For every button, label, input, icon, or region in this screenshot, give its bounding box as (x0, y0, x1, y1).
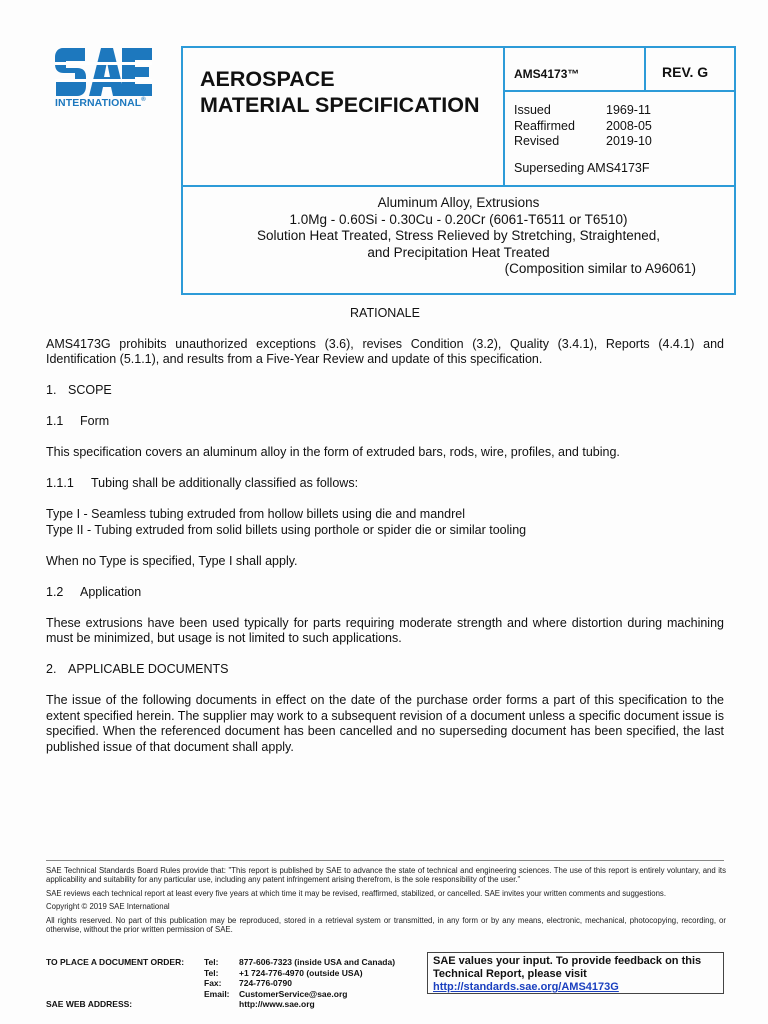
type-1-definition: Type I - Seamless tubing extruded from hollow billets using die and mandrel (46, 507, 465, 521)
date-row-issued: Issued 1969-11 (514, 103, 651, 117)
contact-row: TO PLACE A DOCUMENT ORDER: Tel: 877-606-7323 (inside USA and Canada) (46, 957, 396, 967)
email-link[interactable]: CustomerService@sae.org (239, 988, 348, 999)
logo-subtitle: INTERNATIONAL® (55, 97, 146, 109)
rationale-heading: RATIONALE (350, 306, 420, 320)
contact-row: Tel: +1 724-776-4970 (outside USA) (204, 967, 363, 978)
spec-type-title: AEROSPACE MATERIAL SPECIFICATION (200, 67, 480, 117)
review-policy: SAE reviews each technical report at least every five years at which time it may be revised, reaffirmed, stabilized, or cancelled. SAE invites your written comments and suggestions. (46, 888, 666, 898)
feedback-link[interactable]: http://standards.sae.org/AMS4173G (433, 981, 619, 993)
contact-row: Email: CustomerService@sae.org (204, 988, 348, 999)
composition-note: (Composition similar to A96061) (504, 261, 696, 277)
section-1-1-heading: 1.1 Form (46, 414, 110, 428)
section-1-2-heading: 1.2 Application (46, 584, 142, 599)
phone-usa[interactable]: 877-606-7323 (inside USA and Canada) (239, 957, 396, 967)
legal-footer (46, 866, 726, 938)
section-2-heading: 2. APPLICABLE DOCUMENTS (46, 662, 229, 676)
footer-divider (46, 860, 724, 861)
superseding-note: Superseding AMS4173F (514, 161, 650, 175)
spec-title-cell (183, 48, 505, 185)
fax-number: 724-776-0790 (239, 978, 292, 989)
spec-info-panel (505, 48, 734, 185)
sae-logo (55, 46, 155, 114)
web-address-link[interactable]: http://www.sae.org (239, 999, 315, 1010)
feedback-box: SAE values your input. To provide feedback on this Technical Report, please visit http://standards.sae.org/AMS4173G (427, 952, 724, 994)
standards-board-rules: SAE Technical Standards Board Rules provide that: "This report is published by SAE to advance the state of technical and engineering sciences. The use of this report is entirely voluntary, and its applicability and suitability for any particular use, including any patent infringement arising therefrom, is the sole responsibility of the user." (46, 866, 726, 885)
rationale-text: AMS4173G prohibits unauthorized exceptions (3.6), revises Condition (3.2), Quality (3.4.1), Reports (4.4.1) and Identification (5.1.1), and results from a Five-Year Review and update of this specification. (46, 336, 724, 366)
order-label: TO PLACE A DOCUMENT ORDER: (46, 957, 185, 967)
sae-wordmark-icon (55, 46, 152, 98)
date-list (514, 103, 724, 150)
type-default-note: When no Type is specified, Type I shall apply. (46, 553, 298, 568)
contact-row (46, 999, 426, 1010)
section-2-text: The issue of the following documents in effect on the date of the purchase order forms a part of this specification to the extent specified herein. The supplier may work to a subsequent revision of a document unless a specific document issue is specified. When the referenced document has been cancelled and no superseding document has been specified, the last published issue of that document shall apply. (46, 693, 724, 754)
revision-label: REV. G (662, 64, 709, 80)
order-contact-block (46, 957, 426, 1010)
document-title: Aluminum Alloy, Extrusions 1.0Mg - 0.60Si - 0.30Cu - 0.20Cr (6061-T6511 or T6510) Solution Heat Treated, Stress Relieved by Stretching, Straightened, and Precipitation Heat Treated (Composition similar to A96061) (183, 195, 734, 278)
contact-row: Fax: 724-776-0790 (204, 978, 292, 989)
type-2-definition: Type II - Tubing extruded from solid billets using porthole or spider die or similar tooling (46, 522, 527, 537)
spec-number: AMS4173™ (514, 67, 580, 81)
rights-notice: All rights reserved. No part of this publication may be reproduced, stored in a retrieval system or transmitted, in any form or by any means, electronic, mechanical, photocopying, recording, or otherwise, without the prior written permission of SAE. (46, 915, 726, 935)
spec-number-cell (505, 48, 646, 92)
section-1-heading: 1. SCOPE (46, 383, 112, 397)
document-title-cell (183, 185, 734, 293)
phone-intl[interactable]: +1 724-776-4970 (outside USA) (239, 967, 363, 978)
copyright-notice: Copyright © 2019 SAE International (46, 902, 170, 912)
section-1-1-1-heading: 1.1.1 Tubing shall be additionally classified as follows: (46, 476, 359, 490)
section-1-1-text: This specification covers an aluminum alloy in the form of extruded bars, rods, wire, profiles, and tubing. (46, 445, 620, 459)
date-row-reaffirmed: Reaffirmed 2008-05 (514, 118, 652, 133)
spec-header-box (181, 46, 736, 295)
section-1-2-text: These extrusions have been used typically for parts requiring moderate strength and where distortion during machining must be minimized, but usage is not limited to such applications. (46, 615, 724, 645)
web-label: SAE WEB ADDRESS: (46, 999, 133, 1010)
document-body (46, 306, 724, 771)
date-row-revised: Revised 2019-10 (514, 134, 652, 148)
revision-cell (646, 48, 734, 92)
